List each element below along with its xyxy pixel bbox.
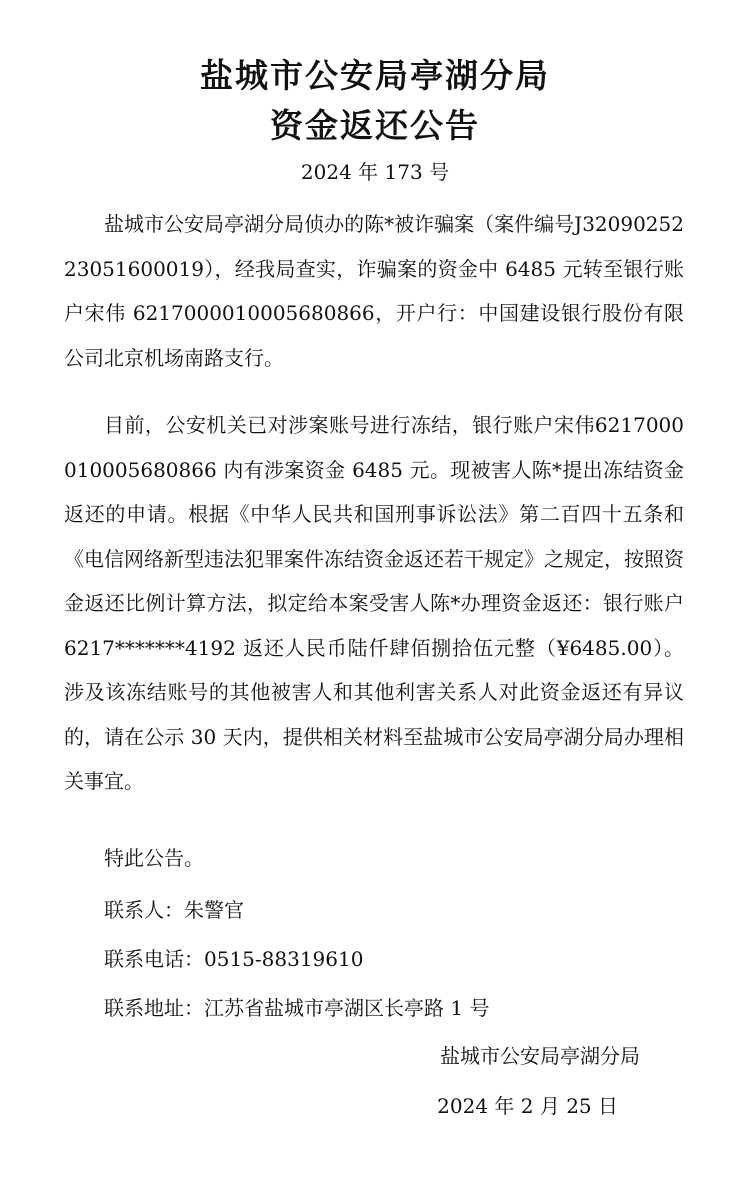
case-paragraph: 盐城市公安局亭湖分局侦办的陈*被诈骗案（案件编号J3209025223051600019），经我局查实，诈骗案的资金中 6485 元转至银行账户宋伟 6217000010005680866，开户行：中国建设银行股份有限公司北京机场南路支行。 bbox=[64, 212, 684, 370]
issuer-signature: 盐城市公安局亭湖分局 bbox=[440, 1044, 640, 1068]
contact-address: 联系地址：江苏省盐城市亭湖区长亭路 1 号 bbox=[104, 996, 490, 1020]
issue-date: 2024 年 2 月 25 日 bbox=[437, 1094, 618, 1118]
document-title: 资金返还公告 bbox=[270, 106, 480, 145]
notice-closing: 特此公告。 bbox=[104, 846, 204, 870]
document-number: 2024 年 173 号 bbox=[300, 160, 450, 184]
contact-phone: 联系电话：0515-88319610 bbox=[104, 947, 364, 971]
document-title-issuer: 盐城市公安局亭湖分局 bbox=[200, 56, 550, 95]
contact-person: 联系人：朱警官 bbox=[104, 898, 244, 922]
refund-paragraph: 目前，公安机关已对涉案账号进行冻结，银行账户宋伟6217000010005680866 内有涉案资金 6485 元。现被害人陈*提出冻结资金返还的申请。根据《中华人民共和国刑事诉讼法》第二百四十五条和《电信网络新型违法犯罪案件冻结资金返还若干规定》之规定，按照资金返还比例计算方法，拟定给本案受害人陈*办理资金返还：银行账户 6217*******4192 返还人民币陆仟肆佰捌拾伍元整（¥6485.00）。涉及该冻结账号的其他被害人和其他利害关系人对此资金返还有异议的，请在公示 30 天内，提供相关材料至盐城市公安局亭湖分局办理相关事宜。 bbox=[64, 413, 684, 793]
